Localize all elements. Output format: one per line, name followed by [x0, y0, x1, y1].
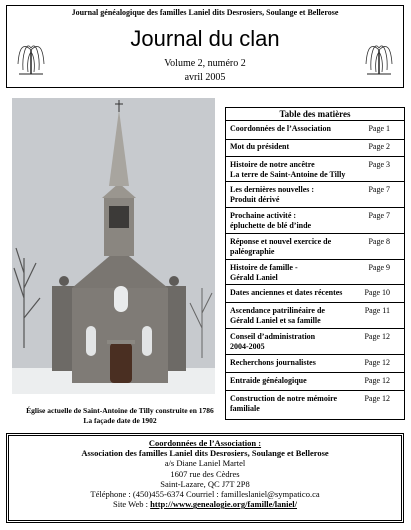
toc-item-page: Page 3: [368, 160, 390, 169]
toc-item[interactable]: [226, 182, 404, 208]
toc-item-page: Page 8: [368, 237, 390, 246]
toc-item-page: Page 10: [364, 288, 390, 297]
toc-item-page: Page 12: [364, 358, 390, 367]
caption-line: La façade date de 1902: [83, 416, 157, 425]
toc-item-page: Page 12: [364, 332, 390, 341]
toc-item[interactable]: [226, 373, 404, 391]
toc-item[interactable]: [226, 121, 404, 140]
toc-item-title: Mot du président: [230, 142, 290, 151]
toc-item-page: Page 1: [368, 124, 390, 133]
church-photo: [12, 98, 215, 394]
website-link[interactable]: http://www.genealogie.org/famille/laniel/: [150, 499, 298, 510]
toc-item[interactable]: [226, 208, 404, 234]
table-of-contents: [225, 107, 405, 420]
toc-item-title: Prochaine activité : épluchette de blé d’inde: [230, 211, 312, 230]
toc-item-title: Conseil d’administration 2004-2005: [230, 332, 316, 351]
toc-item-title: Histoire de famille - Gérald Laniel: [230, 263, 298, 282]
toc-item-page: Page 2: [368, 142, 390, 151]
toc-item-page: Page 9: [368, 263, 390, 272]
toc-item-page: Page 7: [368, 211, 390, 220]
toc-item[interactable]: [226, 303, 404, 329]
journal-title: Journal du clan: [130, 26, 280, 51]
toc-item-title: Ascendance patrilinéaire de Gérald Laniel et sa famille: [230, 306, 325, 325]
toc-item-page: Page 12: [364, 394, 390, 403]
toc-item[interactable]: [226, 260, 404, 285]
contact-attn: a/s Diane Laniel Martel: [164, 458, 246, 469]
toc-item-title: Entraide généalogique: [230, 376, 307, 385]
toc-item-title: Recherchons journalistes: [230, 358, 316, 367]
toc-item-title: Construction de notre mémoire familiale: [230, 394, 338, 413]
association-contact-box: [6, 433, 404, 523]
toc-item-title: Histoire de notre ancêtre La terre de Saint-Antoine de Tilly: [230, 160, 346, 179]
toc-item[interactable]: [226, 234, 404, 260]
toc-item-title: Coordonnées de l’Association: [230, 124, 331, 133]
willow-tree-icon: [363, 36, 395, 76]
toc-item[interactable]: [226, 140, 404, 157]
caption-line: Église actuelle de Saint-Antoine de Tilly construite en 1786: [26, 406, 214, 415]
website-label: Site Web :: [112, 499, 151, 510]
toc-item[interactable]: [226, 355, 404, 373]
association-name: Association des familles Laniel dits Desrosiers, Soulange et Bellerose: [81, 448, 329, 459]
contact-street: 1607 rue des Cèdres: [170, 468, 240, 479]
masthead: [6, 5, 404, 88]
toc-item-title: Les dernières nouvelles : Produit dérivé: [230, 185, 315, 204]
toc-item-page: Page 11: [364, 306, 390, 315]
toc-heading: Table des matières: [226, 108, 404, 121]
contact-phone-email: Téléphone : (450)455-6374 Courriel : familleslaniel@sympatico.ca: [90, 489, 320, 500]
toc-item-page: Page 12: [364, 376, 390, 385]
contact-city: Saint-Lazare, QC J7T 2P8: [160, 478, 250, 489]
toc-item[interactable]: [226, 391, 404, 419]
photo-caption: [12, 406, 228, 426]
issue-date: avril 2005: [184, 72, 226, 83]
volume-number: Volume 2, numéro 2: [164, 58, 246, 69]
toc-item[interactable]: [226, 329, 404, 355]
toc-item[interactable]: [226, 285, 404, 303]
toc-list: [226, 121, 404, 419]
toc-item-title: Dates anciennes et dates récentes: [230, 288, 343, 297]
toc-item[interactable]: [226, 157, 404, 182]
website-line: [9, 499, 401, 509]
journal-tagline: Journal généalogique des familles Laniel dits Desrosiers, Soulange et Bellerose: [71, 8, 339, 17]
contact-heading: Coordonnées de l’Association :: [148, 438, 262, 448]
toc-item-title: Réponse et nouvel exercice de paléographie: [230, 237, 332, 256]
toc-item-page: Page 7: [368, 185, 390, 194]
